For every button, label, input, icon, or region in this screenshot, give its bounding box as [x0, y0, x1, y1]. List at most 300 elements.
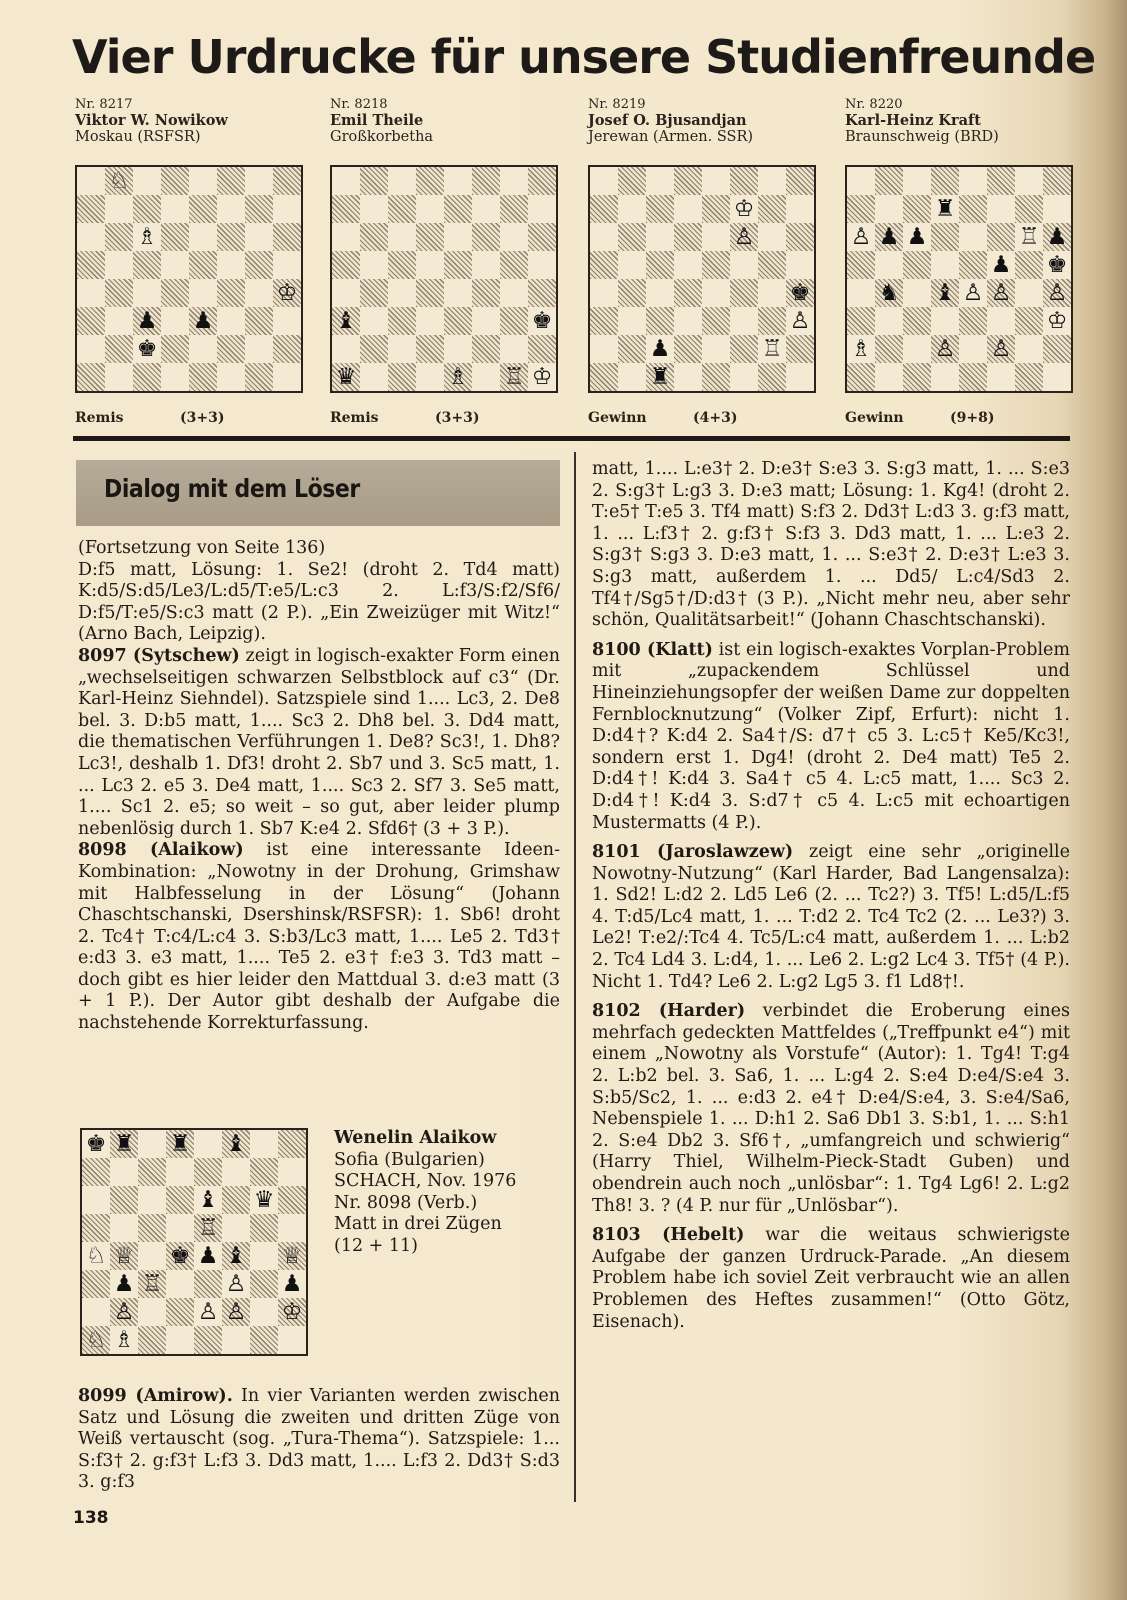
- board-square: [472, 279, 500, 307]
- board-square: [702, 251, 730, 279]
- board-square: [444, 335, 472, 363]
- page-number: 138: [73, 1508, 109, 1528]
- board-square: [110, 1214, 138, 1242]
- board-square: [189, 251, 217, 279]
- chess-piece: ♚: [85, 1131, 107, 1157]
- board-square: [786, 251, 814, 279]
- board-square: [217, 223, 245, 251]
- board-square: [166, 1298, 194, 1326]
- board-square: [250, 1270, 278, 1298]
- problem-result: Gewinn: [845, 410, 904, 426]
- board-square: [618, 223, 646, 251]
- board-square: [105, 335, 133, 363]
- board-square: [161, 223, 189, 251]
- chess-piece: ♗: [850, 336, 872, 362]
- paragraph-text: verbindet die Eroberung eines mehrfach gedeckten Mattfeldes („Treffpunkt e4“) mit einem „Nowotny als Vorstufe“ (Autor): 1. Tg4! T:g4 2. L:b2 bel. 3. Sa6, 1. ... L:g4 2. S:e4 D:e4/S:e4 3. S:b5/Sc2, 1. ... e:d3 2. e4† D:e4/S:e4, 3. S:e4/Sa6, Nebenspiele 1. ... D:h1 2. Sa6 Db1 3. S:b1, 1. ... S:h1 2. S:e4 Db2 3. Sf6†, „umfangreich und schwierig“ (Harry Thiel, Wilhelm-Pieck-Stadt Guben) und obendrein auch noch „unlösbar“: 1. Tg4 Lg6! 2. L:g2 Th8! 3. ? (4 P. nur für „Unlösbar“).: [592, 1001, 1070, 1216]
- board-square: [217, 251, 245, 279]
- paragraph-head: 8097 (Sytschew): [78, 645, 240, 666]
- board-square: [161, 195, 189, 223]
- board-square: [1043, 195, 1071, 223]
- problem-board: [845, 165, 1073, 393]
- board-square: [278, 1186, 306, 1214]
- chess-piece: ♕: [113, 1243, 135, 1269]
- board-square: [77, 251, 105, 279]
- chess-piece: ♙: [225, 1271, 247, 1297]
- board-square: [388, 195, 416, 223]
- board-square: [702, 167, 730, 195]
- board-square: [472, 167, 500, 195]
- board-square: [847, 251, 875, 279]
- board-square: [959, 251, 987, 279]
- board-square: [105, 223, 133, 251]
- board-square: [702, 363, 730, 391]
- board-square: [388, 279, 416, 307]
- board-square: [500, 251, 528, 279]
- section-divider: [73, 436, 1070, 441]
- chess-piece: ♞: [878, 280, 900, 306]
- chess-piece: ♙: [990, 280, 1012, 306]
- chess-piece: ♔: [281, 1299, 303, 1325]
- board-square: [217, 167, 245, 195]
- board-square: [110, 1186, 138, 1214]
- piece-count: (4+3): [693, 410, 738, 426]
- board-square: [194, 1130, 222, 1158]
- board-square: [1043, 335, 1071, 363]
- board-square: [1015, 251, 1043, 279]
- board-square: [590, 195, 618, 223]
- board-square: [166, 1214, 194, 1242]
- chess-piece: ♙: [733, 224, 755, 250]
- chess-piece: ♕: [281, 1243, 303, 1269]
- board-square: [702, 307, 730, 335]
- problem-place: Jerewan (Armen. SSR): [588, 129, 754, 145]
- board-square: [82, 1298, 110, 1326]
- piece-count: (3+3): [435, 410, 480, 426]
- problem-number: Nr. 8219: [588, 97, 646, 112]
- board-square: [959, 307, 987, 335]
- paragraph: [78, 560, 560, 646]
- board-square: [786, 195, 814, 223]
- board-square: [618, 195, 646, 223]
- paragraph-head: 8099 (Amirow).: [78, 1386, 233, 1406]
- board-square: [332, 167, 360, 195]
- paragraph: [592, 1001, 1070, 1217]
- chess-piece: ♟: [113, 1271, 135, 1297]
- chess-piece: ♜: [113, 1131, 135, 1157]
- board-square: [416, 167, 444, 195]
- chess-piece: ♟: [1046, 224, 1068, 250]
- chess-piece: ♙: [225, 1299, 247, 1325]
- board-square: [250, 1326, 278, 1354]
- paragraph: [592, 640, 1070, 834]
- paragraph-text: zeigt eine sehr „originelle Nowotny-Nutzung“ (Karl Harder, Bad Langensalza): 1. Sd2! L:d2 2. Ld5 Le6 (2. ... Tc2?) 3. Tf5! L:d5/L:f5 4. T:d5/Lc4 matt, 1. ... T:d2 2. Tc4 Tc2 (2. ... Le3?) 3. Le2! T:e2/:Tc4 4. Tc5/L:c4 matt, außerdem 1. ... L:b2 2. Tc4 Ld4 3. L:d4, 1. ... Le6 2. L:g2 Lc4 3. Tf5† (4 P.). Nicht 1. Td4? Le6 2. L:g2 Lg5 3. f1 Ld8†!.: [592, 842, 1070, 992]
- board-square: [590, 335, 618, 363]
- board-square: [758, 167, 786, 195]
- board-square: [416, 279, 444, 307]
- chess-piece: ♝: [225, 1131, 247, 1157]
- board-square: [444, 167, 472, 195]
- board-square: [875, 251, 903, 279]
- board-square: [273, 307, 301, 335]
- board-square: [278, 1214, 306, 1242]
- chess-piece: ♙: [1046, 280, 1068, 306]
- problem-board: [330, 165, 558, 393]
- board-square: [674, 251, 702, 279]
- problem-author: Emil Theile: [330, 112, 424, 129]
- board-square: [273, 363, 301, 391]
- board-square: [388, 363, 416, 391]
- board-square: [472, 307, 500, 335]
- board-square: [416, 307, 444, 335]
- dialog-header-box: [76, 460, 560, 526]
- board-square: [959, 335, 987, 363]
- chess-piece: ♜: [649, 364, 671, 390]
- board-square: [903, 307, 931, 335]
- board-square: [786, 363, 814, 391]
- board-square: [278, 1326, 306, 1354]
- board-square: [82, 1214, 110, 1242]
- board-square: [646, 167, 674, 195]
- board-square: [590, 223, 618, 251]
- board-square: [388, 167, 416, 195]
- paragraph-text: zeigt in logisch-exakter Form einen „wechselseitigen schwarzen Selbstblock auf c3“ (Dr. Karl-Heinz Siehndel). Satzspiele sind 1.... Lc3, 2. De8 bel. 3. D:b5 matt, 1.... Sc3 2. Dh8 bel. 3. Dd4 matt, die thematischen Verführungen 1. De8? Sc3!, 1. Dh8? Lc3!, deshalb 1. Df3! droht 2. Sb7 und 3. Sc5 matt, 1. ... Lc3 2. e5 3. De4 matt, 1.... Sc3 2. Sf7 3. Se5 matt, 1.... Sc1 2. e5; so weit – so gut, aber leider plump nebenlösig durch 1. Sb7 K:e4 2. Sfd6† (3 + 3 P.).: [78, 645, 560, 839]
- board-square: [360, 307, 388, 335]
- board-square: [416, 223, 444, 251]
- board-square: [444, 195, 472, 223]
- board-square: [959, 195, 987, 223]
- paragraph-head: 8100 (Klatt): [592, 639, 713, 660]
- board-square: [528, 223, 556, 251]
- board-square: [674, 195, 702, 223]
- chess-piece: ♟: [878, 224, 900, 250]
- board-square: [110, 1158, 138, 1186]
- board-square: [528, 279, 556, 307]
- chess-piece: ♟: [990, 252, 1012, 278]
- chess-piece: ♟: [649, 336, 671, 362]
- paragraph: [592, 1225, 1070, 1333]
- board-square: [875, 335, 903, 363]
- board-square: [77, 195, 105, 223]
- chess-piece: ♟: [281, 1271, 303, 1297]
- board-square: [758, 223, 786, 251]
- chess-piece: ♛: [335, 364, 357, 390]
- board-square: [702, 279, 730, 307]
- board-square: [416, 363, 444, 391]
- board-square: [875, 195, 903, 223]
- board-square: [618, 335, 646, 363]
- chess-piece: ♙: [197, 1299, 219, 1325]
- problem-result: Gewinn: [588, 410, 647, 426]
- board-square: [77, 363, 105, 391]
- board-square: [360, 363, 388, 391]
- paragraph-text: In vier Varianten werden zwischen Satz und Lösung die zweiten und dritten Züge von Weiß vertauscht (sog. „Tura-Thema“). Satzspiele: 1... S:f3† 2. g:f3† L:f3 3. Dd3 matt, 1.... L:f3 2. Dd3† S:d3 3. g:f3: [78, 1386, 560, 1493]
- board-square: [702, 335, 730, 363]
- board-square: [528, 195, 556, 223]
- board-square: [194, 1326, 222, 1354]
- board-square: [987, 223, 1015, 251]
- board-square: [730, 251, 758, 279]
- board-square: [245, 223, 273, 251]
- board-square: [250, 1158, 278, 1186]
- left-bottom-text: [78, 1386, 560, 1494]
- chess-piece: ♟: [192, 308, 214, 334]
- board-square: [245, 279, 273, 307]
- chess-piece: ♟: [136, 308, 158, 334]
- board-square: [590, 279, 618, 307]
- problem-header: [330, 97, 580, 145]
- chess-piece: ♔: [531, 364, 553, 390]
- board-square: [82, 1186, 110, 1214]
- board-square: [987, 307, 1015, 335]
- problem-board: [588, 165, 816, 393]
- board-square: [730, 279, 758, 307]
- board-square: [1015, 279, 1043, 307]
- board-square: [250, 1242, 278, 1270]
- board-square: [444, 251, 472, 279]
- paragraph-head: 8101 (Jaroslawzew): [592, 842, 794, 863]
- diagram-caption-line: Matt in drei Zügen: [334, 1214, 502, 1235]
- board-square: [105, 307, 133, 335]
- board-square: [875, 363, 903, 391]
- piece-count: (3+3): [180, 410, 225, 426]
- chess-piece: ♖: [1018, 224, 1040, 250]
- board-square: [500, 223, 528, 251]
- board-square: [138, 1158, 166, 1186]
- board-square: [278, 1130, 306, 1158]
- board-square: [590, 251, 618, 279]
- board-square: [674, 335, 702, 363]
- board-square: [987, 195, 1015, 223]
- problem-place: Großkorbetha: [330, 129, 434, 145]
- board-square: [77, 279, 105, 307]
- board-square: [590, 307, 618, 335]
- board-square: [646, 195, 674, 223]
- dialog-title: Dialog mit dem Löser: [104, 474, 360, 503]
- paragraph: [78, 646, 560, 840]
- board-square: [1015, 363, 1043, 391]
- board-square: [273, 167, 301, 195]
- board-square: [875, 167, 903, 195]
- diagram-caption: [334, 1128, 564, 1258]
- board-square: [959, 363, 987, 391]
- diagram-author: Wenelin Alaikow: [334, 1128, 497, 1148]
- board-square: [786, 335, 814, 363]
- board-square: [758, 363, 786, 391]
- problem-author: Josef O. Bjusandjan: [588, 112, 747, 129]
- paragraph-text: (Fortsetzung von Seite 136): [78, 538, 326, 558]
- paragraph: [78, 840, 560, 1034]
- board-square: [161, 251, 189, 279]
- board-square: [1015, 335, 1043, 363]
- problem-result: Remis: [330, 410, 379, 426]
- board-square: [273, 335, 301, 363]
- board-square: [217, 363, 245, 391]
- board-square: [500, 195, 528, 223]
- board-square: [138, 1214, 166, 1242]
- chess-piece: ♟: [906, 224, 928, 250]
- board-square: [416, 195, 444, 223]
- board-square: [245, 251, 273, 279]
- board-square: [931, 363, 959, 391]
- board-square: [528, 167, 556, 195]
- board-square: [77, 307, 105, 335]
- board-square: [702, 223, 730, 251]
- board-square: [1015, 195, 1043, 223]
- board-square: [674, 167, 702, 195]
- board-square: [138, 1298, 166, 1326]
- board-square: [133, 279, 161, 307]
- left-column-text: [78, 538, 560, 1035]
- board-square: [847, 363, 875, 391]
- board-square: [245, 363, 273, 391]
- diagram-caption-line: Nr. 8098 (Verb.): [334, 1192, 478, 1213]
- board-square: [388, 251, 416, 279]
- board-square: [360, 167, 388, 195]
- board-square: [444, 307, 472, 335]
- board-square: [730, 363, 758, 391]
- chess-piece: ♘: [108, 168, 130, 194]
- problem-footer: [845, 410, 995, 426]
- chess-piece: ♚: [136, 336, 158, 362]
- board-square: [166, 1186, 194, 1214]
- board-square: [931, 223, 959, 251]
- problem-place: Moskau (RSFSR): [75, 129, 201, 145]
- problem-footer: [75, 410, 225, 426]
- board-square: [189, 167, 217, 195]
- board-square: [360, 335, 388, 363]
- board-square: [166, 1158, 194, 1186]
- board-square: [166, 1326, 194, 1354]
- board-square: [702, 195, 730, 223]
- board-square: [903, 251, 931, 279]
- board-square: [472, 335, 500, 363]
- board-square: [133, 195, 161, 223]
- board-square: [1043, 363, 1071, 391]
- paragraph-head: 8098 (Alaikow): [78, 840, 244, 861]
- board-square: [77, 335, 105, 363]
- board-square: [500, 279, 528, 307]
- right-column-text: [592, 459, 1070, 1333]
- board-square: [758, 195, 786, 223]
- problem-result: Remis: [75, 410, 124, 426]
- paragraph-text: matt, 1.... L:e3† 2. D:e3† S:e3 3. S:g3 matt, 1. ... S:e3 2. S:g3† L:g3 3. D:e3 matt; Lösung: 1. Kg4! (droht 2. T:e5† T:e5 3. Tf4 matt) S:f3 2. Dd3† L:d3 3. g:f3 matt, 1. ... L:f3† 2. g:f3† S:f3 3. Dd3 matt, 1. ... L:e3 2. S:g3† S:g3 3. D:e3 matt, 1. ... S:e3† 2. D:e3† L:e3 3. S:g3 matt, außerdem 1. ... Dd5/ L:c4/Sd3 2. Tf4†/Sg5†/D:d3† (3 P.). „Nicht mehr neu, aber sehr schön, Qualitätsarbeit!“ (Johann Chaschtschanski).: [592, 459, 1070, 631]
- board-square: [245, 167, 273, 195]
- board-square: [646, 279, 674, 307]
- board-square: [194, 1158, 222, 1186]
- chess-piece: ♛: [253, 1187, 275, 1213]
- board-square: [674, 223, 702, 251]
- board-square: [217, 307, 245, 335]
- board-square: [931, 167, 959, 195]
- board-square: [758, 251, 786, 279]
- board-square: [222, 1214, 250, 1242]
- problem-header: [845, 97, 1095, 145]
- board-square: [730, 335, 758, 363]
- chess-piece: ♚: [1046, 252, 1068, 278]
- board-square: [618, 279, 646, 307]
- problem-board: [75, 165, 303, 393]
- paragraph-text: war die weitaus schwierigste Aufgabe der ganzen Urdruck-Parade. „An diesem Problem habe ich soviel Zeit verbraucht wie an allen Problemen des Heftes zusammen!“ (Otto Götz, Eisenach).: [592, 1225, 1070, 1332]
- board-square: [222, 1158, 250, 1186]
- board-square: [500, 335, 528, 363]
- chess-piece: ♝: [335, 308, 357, 334]
- chess-piece: ♔: [1046, 308, 1068, 334]
- chess-piece: ♘: [85, 1243, 107, 1269]
- board-square: [222, 1326, 250, 1354]
- board-square: [987, 363, 1015, 391]
- board-square: [161, 335, 189, 363]
- board-square: [133, 251, 161, 279]
- problem-header: [75, 97, 325, 145]
- board-square: [618, 251, 646, 279]
- board-square: [189, 223, 217, 251]
- board-square: [250, 1298, 278, 1326]
- board-square: [105, 363, 133, 391]
- chess-piece: ♟: [197, 1243, 219, 1269]
- board-square: [847, 195, 875, 223]
- board-square: [161, 363, 189, 391]
- chess-piece: ♘: [85, 1327, 107, 1353]
- board-square: [931, 251, 959, 279]
- chess-piece: ♖: [141, 1271, 163, 1297]
- board-square: [903, 167, 931, 195]
- chess-piece: ♖: [197, 1215, 219, 1241]
- board-square: [217, 335, 245, 363]
- chess-piece: ♗: [113, 1327, 135, 1353]
- board-square: [161, 167, 189, 195]
- board-square: [388, 307, 416, 335]
- board-square: [278, 1158, 306, 1186]
- board-square: [472, 363, 500, 391]
- board-square: [332, 223, 360, 251]
- board-square: [730, 167, 758, 195]
- board-square: [674, 307, 702, 335]
- board-square: [217, 279, 245, 307]
- board-square: [250, 1130, 278, 1158]
- board-square: [360, 195, 388, 223]
- problem-header: [588, 97, 838, 145]
- chess-piece: ♖: [503, 364, 525, 390]
- board-square: [77, 167, 105, 195]
- board-square: [987, 167, 1015, 195]
- board-square: [959, 223, 987, 251]
- board-square: [618, 363, 646, 391]
- chess-piece: ♔: [276, 280, 298, 306]
- board-square: [105, 195, 133, 223]
- board-square: [332, 279, 360, 307]
- paragraph: [78, 538, 560, 560]
- board-square: [931, 307, 959, 335]
- chess-piece: ♗: [447, 364, 469, 390]
- chess-piece: ♚: [531, 308, 553, 334]
- chess-piece: ♗: [136, 224, 158, 250]
- chess-piece: ♙: [962, 280, 984, 306]
- board-square: [1043, 167, 1071, 195]
- chess-piece: ♚: [789, 280, 811, 306]
- board-square: [618, 167, 646, 195]
- board-square: [875, 307, 903, 335]
- board-square: [332, 251, 360, 279]
- board-square: [500, 307, 528, 335]
- paragraph: [78, 1386, 560, 1494]
- board-square: [847, 307, 875, 335]
- chess-piece: ♜: [169, 1131, 191, 1157]
- board-square: [528, 251, 556, 279]
- problem-author: Karl-Heinz Kraft: [845, 112, 981, 129]
- board-square: [847, 279, 875, 307]
- board-square: [472, 195, 500, 223]
- board-square: [444, 279, 472, 307]
